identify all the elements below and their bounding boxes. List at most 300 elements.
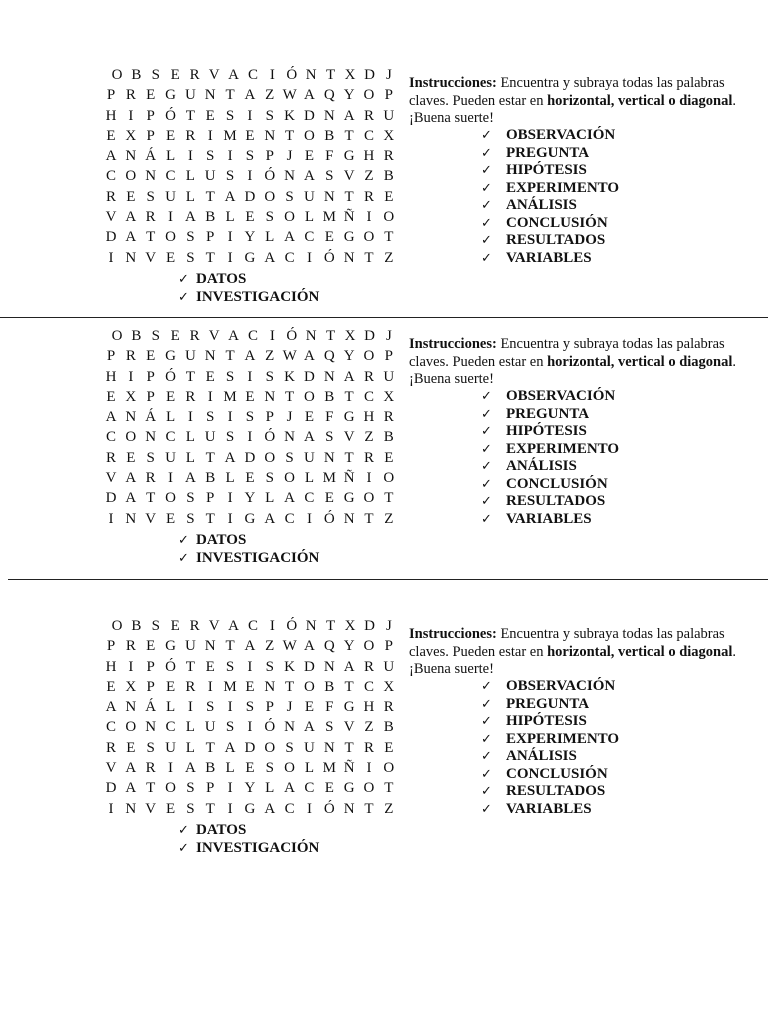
grid-letter: N: [125, 148, 137, 165]
grid-letter: A: [184, 470, 196, 487]
grid-letter: A: [105, 148, 117, 165]
grid-letter: M: [223, 127, 237, 144]
grid-letter: P: [384, 348, 393, 365]
grid-letter: I: [247, 429, 253, 446]
grid-row: [104, 187, 396, 207]
grid-letter: B: [131, 328, 142, 344]
grid-letter: N: [343, 800, 355, 817]
grid-letter: R: [105, 188, 116, 205]
grid-letter: X: [125, 388, 137, 405]
grid-letter: Ó: [323, 249, 335, 266]
grid-letter: J: [385, 67, 392, 83]
grid-letter: C: [304, 490, 315, 507]
grid-letter: G: [244, 800, 256, 817]
grid-letter: E: [245, 470, 255, 487]
grid-letter: I: [269, 328, 275, 344]
grid-letter: N: [323, 449, 335, 466]
grid-letter: O: [383, 470, 395, 487]
grid-row: [104, 509, 396, 529]
grid-letter: V: [208, 67, 220, 83]
grid-letter: N: [125, 699, 137, 716]
word-text: OBSERVACIÓN: [506, 678, 616, 694]
grid-row: [104, 697, 396, 717]
grid-letter: L: [225, 470, 235, 487]
grid-letter: L: [185, 719, 195, 736]
grid-letter: H: [363, 148, 375, 165]
word-text: CONCLUSIÓN: [506, 765, 608, 782]
grid-letter: E: [384, 449, 394, 466]
grid-letter: O: [125, 168, 137, 185]
grid-letter: S: [325, 719, 334, 736]
grid-row: [104, 717, 396, 737]
grid-letter: E: [324, 780, 334, 797]
grid-letter: I: [168, 209, 174, 226]
grid-letter: A: [343, 658, 355, 675]
grid-letter: I: [366, 470, 372, 487]
grid-letter: N: [125, 510, 137, 527]
grid-letter: J: [385, 328, 392, 344]
grid-letter: S: [325, 168, 334, 185]
grid-letter: A: [304, 168, 315, 185]
word-text: INVESTIGACIÓN: [196, 288, 320, 305]
grid-letter: E: [146, 87, 156, 104]
check-icon: ✓: [178, 840, 189, 856]
grid-letter: I: [108, 800, 114, 817]
check-icon: ✓: [481, 441, 492, 457]
grid-letter: R: [105, 449, 116, 466]
check-icon: ✓: [481, 731, 492, 747]
grid-letter: I: [207, 678, 213, 695]
grid-letter: I: [168, 760, 174, 777]
word-text: HIPÓTESIS: [506, 162, 587, 178]
grid-letter: L: [185, 188, 195, 205]
word-item: [178, 840, 319, 858]
grid-letter: C: [247, 67, 258, 83]
grid-letter: E: [304, 699, 315, 716]
letter-grid: [104, 616, 396, 819]
grid-letter: R: [363, 368, 374, 385]
grid-letter: E: [205, 107, 215, 124]
check-icon: ✓: [481, 215, 492, 231]
grid-letter: C: [165, 168, 176, 185]
grid-row: [104, 488, 396, 508]
word-text: OBSERVACIÓN: [506, 388, 616, 404]
grid-letter: Á: [145, 699, 157, 716]
grid-letter: B: [383, 719, 394, 736]
grid-letter: I: [269, 618, 275, 634]
grid-letter: T: [205, 188, 215, 205]
grid-letter: T: [384, 490, 394, 507]
grid-letter: Ó: [323, 510, 335, 527]
grid-letter: Ó: [323, 800, 335, 817]
grid-letter: E: [126, 739, 136, 756]
word-text: HIPÓTESIS: [506, 423, 587, 439]
grid-letter: C: [284, 510, 295, 527]
word-item: [481, 232, 619, 250]
word-item: [178, 289, 319, 307]
grid-letter: P: [206, 229, 215, 246]
grid-letter: D: [304, 658, 315, 675]
grid-letter: C: [105, 719, 116, 736]
grid-letter: G: [343, 699, 355, 716]
grid-letter: N: [145, 168, 157, 185]
grid-letter: A: [264, 800, 276, 817]
word-text: ANÁLISIS: [506, 197, 577, 213]
grid-letter: O: [284, 760, 296, 777]
grid-letter: P: [265, 699, 274, 716]
grid-letter: Z: [265, 348, 275, 365]
instructions-emphasis: horizontal, vertical o diagonal: [547, 643, 733, 660]
grid-letter: O: [264, 188, 276, 205]
grid-letter: S: [225, 719, 235, 736]
grid-letter: O: [165, 780, 176, 797]
grid-letter: B: [324, 678, 335, 695]
grid-letter: I: [227, 409, 233, 426]
grid-letter: N: [323, 658, 335, 675]
grid-letter: S: [186, 510, 195, 527]
word-text: INVESTIGACIÓN: [196, 549, 320, 566]
grid-letter: Ó: [165, 107, 176, 124]
grid-letter: E: [165, 678, 176, 695]
grid-letter: G: [343, 148, 355, 165]
grid-letter: C: [247, 328, 258, 344]
grid-letter: H: [105, 368, 117, 385]
grid-letter: S: [225, 429, 235, 446]
grid-letter: W: [282, 87, 297, 104]
grid-letter: A: [304, 429, 315, 446]
grid-letter: S: [245, 148, 255, 165]
grid-letter: G: [165, 638, 176, 655]
check-icon: ✓: [178, 289, 189, 305]
grid-letter: A: [105, 699, 117, 716]
grid-letter: F: [325, 409, 334, 426]
grid-letter: V: [208, 328, 220, 344]
word-item: [481, 801, 619, 819]
grid-letter: R: [185, 127, 196, 144]
grid-letter: R: [105, 739, 116, 756]
word-item: [481, 441, 619, 459]
instructions-text: [409, 626, 739, 679]
grid-letter: P: [265, 148, 274, 165]
grid-letter: S: [146, 739, 155, 756]
word-item: [481, 713, 619, 731]
grid-letter: M: [322, 209, 336, 226]
grid-letter: I: [227, 148, 233, 165]
word-item: [481, 127, 619, 145]
instructions-body: Encuentra y subraya todas las palabras claves. Pueden estar en: [409, 75, 725, 109]
grid-letter: S: [186, 780, 195, 797]
grid-letter: T: [205, 449, 215, 466]
grid-letter: S: [225, 658, 235, 675]
grid-letter: E: [245, 388, 255, 405]
grid-letter: C: [247, 618, 258, 634]
grid-letter: Z: [265, 638, 275, 655]
grid-letter: B: [383, 168, 394, 185]
word-item: [178, 532, 319, 550]
grid-letter: J: [286, 148, 293, 165]
grid-letter: D: [244, 449, 256, 466]
word-text: EXPERIMENTO: [506, 179, 620, 196]
grid-letter: R: [383, 699, 394, 716]
check-icon: ✓: [481, 714, 492, 729]
grid-letter: R: [125, 87, 136, 104]
grid-letter: L: [225, 209, 235, 226]
grid-letter: E: [245, 760, 255, 777]
grid-letter: V: [343, 429, 355, 446]
grid-letter: D: [364, 618, 375, 634]
puzzle-block-2: [0, 326, 768, 606]
grid-letter: U: [204, 168, 216, 185]
grid-letter: Y: [343, 87, 355, 104]
word-item: [481, 678, 619, 696]
check-icon: ✓: [481, 766, 492, 782]
word-text: RESULTADOS: [506, 783, 606, 799]
grid-row: [104, 346, 396, 366]
grid-letter: C: [304, 780, 315, 797]
grid-letter: Ñ: [343, 209, 355, 226]
check-icon: ✓: [481, 424, 492, 439]
grid-letter: O: [304, 127, 315, 144]
grid-row: [104, 367, 396, 387]
word-item: [178, 550, 319, 568]
grid-letter: E: [106, 127, 116, 144]
letter-grid: [104, 65, 396, 268]
grid-letter: G: [165, 87, 176, 104]
word-text: PREGUNTA: [506, 405, 590, 422]
grid-letter: S: [151, 618, 161, 634]
grid-letter: I: [227, 229, 233, 246]
word-list-right: [481, 388, 619, 528]
grid-letter: C: [304, 229, 315, 246]
grid-letter: O: [363, 490, 375, 507]
grid-letter: T: [344, 127, 354, 144]
grid-row: [104, 448, 396, 468]
grid-letter: L: [185, 739, 195, 756]
grid-letter: E: [324, 229, 334, 246]
word-text: DATOS: [196, 822, 247, 838]
grid-letter: A: [125, 229, 137, 246]
check-icon: ✓: [481, 145, 492, 161]
grid-letter: B: [205, 209, 216, 226]
grid-letter: I: [247, 107, 253, 124]
grid-letter: B: [324, 127, 335, 144]
grid-row: [104, 166, 396, 186]
grid-letter: A: [264, 249, 276, 266]
grid-letter: N: [323, 739, 335, 756]
grid-letter: I: [207, 388, 213, 405]
grid-letter: V: [105, 209, 117, 226]
grid-letter: E: [245, 209, 255, 226]
word-item: [481, 511, 619, 529]
grid-row: [104, 758, 396, 778]
grid-letter: R: [383, 409, 394, 426]
grid-letter: O: [383, 760, 395, 777]
grid-letter: T: [326, 67, 336, 83]
check-icon: ✓: [481, 476, 492, 492]
word-text: RESULTADOS: [506, 232, 606, 248]
grid-letter: U: [204, 719, 216, 736]
word-item: [481, 215, 619, 233]
grid-letter: U: [383, 658, 395, 675]
word-item: [481, 493, 619, 511]
grid-row: [104, 427, 396, 447]
grid-letter: U: [383, 368, 395, 385]
grid-letter: M: [322, 470, 336, 487]
grid-letter: A: [125, 470, 137, 487]
check-icon: ✓: [481, 696, 492, 712]
word-item: [481, 197, 619, 215]
grid-letter: Ó: [165, 658, 176, 675]
grid-letter: A: [224, 188, 236, 205]
grid-letter: I: [207, 127, 213, 144]
grid-letter: V: [343, 719, 355, 736]
word-text: VARIABLES: [506, 800, 592, 817]
grid-row: [104, 248, 396, 268]
check-icon: ✓: [178, 533, 189, 548]
grid-row: [104, 85, 396, 105]
grid-letter: A: [244, 348, 256, 365]
grid-letter: L: [225, 760, 235, 777]
grid-letter: A: [228, 618, 239, 634]
grid-letter: C: [105, 429, 116, 446]
grid-letter: C: [165, 429, 176, 446]
puzzle-block-1: [0, 65, 768, 345]
grid-letter: Z: [364, 429, 374, 446]
word-item: [178, 271, 319, 289]
grid-letter: I: [168, 470, 174, 487]
grid-letter: R: [189, 618, 200, 634]
grid-letter: V: [105, 760, 117, 777]
grid-letter: R: [189, 67, 200, 83]
grid-letter: H: [105, 107, 117, 124]
grid-letter: O: [165, 490, 176, 507]
check-icon: ✓: [481, 679, 492, 694]
instructions-text: [409, 75, 739, 128]
grid-letter: Ó: [165, 368, 176, 385]
grid-row: [104, 65, 396, 85]
grid-letter: T: [146, 229, 156, 246]
grid-letter: X: [344, 328, 356, 344]
instructions-body: Encuentra y subraya todas las palabras claves. Pueden estar en: [409, 626, 725, 660]
grid-letter: L: [304, 470, 315, 487]
grid-letter: A: [284, 229, 296, 246]
check-icon: ✓: [178, 550, 189, 566]
grid-letter: P: [384, 638, 393, 655]
grid-letter: F: [325, 148, 334, 165]
grid-row: [104, 657, 396, 677]
grid-letter: N: [323, 107, 335, 124]
word-item: [481, 783, 619, 801]
word-text: CONCLUSIÓN: [506, 214, 608, 231]
grid-letter: E: [324, 490, 334, 507]
grid-letter: T: [384, 780, 394, 797]
check-icon: ✓: [481, 801, 492, 817]
grid-letter: S: [265, 107, 274, 124]
grid-letter: T: [344, 678, 354, 695]
grid-letter: Z: [384, 510, 394, 527]
grid-letter: D: [304, 107, 315, 124]
grid-letter: S: [265, 760, 274, 777]
grid-letter: L: [304, 209, 315, 226]
grid-letter: E: [106, 388, 116, 405]
grid-letter: I: [187, 699, 193, 716]
grid-letter: T: [364, 249, 374, 266]
grid-letter: R: [185, 388, 196, 405]
grid-letter: Á: [145, 148, 157, 165]
divider-line: [0, 317, 768, 318]
word-item: [481, 476, 619, 494]
grid-letter: J: [286, 699, 293, 716]
grid-letter: D: [105, 780, 117, 797]
grid-row: [104, 227, 396, 247]
grid-letter: B: [383, 429, 394, 446]
grid-letter: T: [225, 348, 235, 365]
grid-letter: R: [363, 188, 374, 205]
grid-letter: A: [125, 490, 137, 507]
grid-letter: V: [145, 800, 157, 817]
grid-letter: N: [323, 188, 335, 205]
grid-letter: G: [244, 510, 256, 527]
grid-letter: E: [165, 510, 176, 527]
grid-letter: O: [165, 229, 176, 246]
instructions-label: Instrucciones:: [409, 626, 497, 642]
grid-letter: T: [225, 87, 235, 104]
grid-letter: R: [185, 678, 196, 695]
grid-letter: T: [285, 127, 295, 144]
grid-letter: D: [304, 368, 315, 385]
grid-letter: U: [184, 638, 196, 655]
grid-letter: K: [284, 658, 296, 675]
grid-letter: P: [384, 87, 393, 104]
word-item: [481, 766, 619, 784]
grid-letter: P: [146, 368, 155, 385]
grid-letter: X: [125, 127, 137, 144]
grid-letter: P: [106, 348, 116, 365]
grid-letter: A: [228, 67, 239, 83]
grid-letter: Ó: [286, 67, 298, 83]
grid-letter: A: [264, 510, 276, 527]
grid-letter: A: [244, 87, 256, 104]
grid-letter: P: [146, 388, 155, 405]
grid-letter: L: [185, 449, 195, 466]
grid-letter: V: [105, 470, 117, 487]
word-list-right: [481, 678, 619, 818]
grid-letter: N: [145, 429, 157, 446]
grid-letter: U: [304, 739, 315, 756]
word-text: CONCLUSIÓN: [506, 475, 608, 492]
grid-letter: S: [245, 699, 255, 716]
grid-letter: S: [265, 368, 274, 385]
grid-letter: N: [305, 67, 317, 83]
word-item: [481, 145, 619, 163]
grid-letter: S: [245, 409, 255, 426]
word-item: [481, 731, 619, 749]
instructions-emphasis: horizontal, vertical o diagonal: [547, 92, 733, 109]
grid-letter: M: [322, 760, 336, 777]
grid-row: [104, 207, 396, 227]
grid-letter: L: [165, 699, 176, 716]
word-list-left: [178, 822, 319, 857]
grid-letter: T: [326, 618, 336, 634]
word-text: ANÁLISIS: [506, 748, 577, 764]
grid-letter: L: [165, 409, 176, 426]
grid-letter: P: [206, 780, 215, 797]
check-icon: ✓: [481, 198, 492, 213]
grid-letter: B: [205, 760, 216, 777]
letter-grid: [104, 326, 396, 529]
grid-letter: N: [264, 127, 276, 144]
grid-letter: P: [106, 87, 116, 104]
